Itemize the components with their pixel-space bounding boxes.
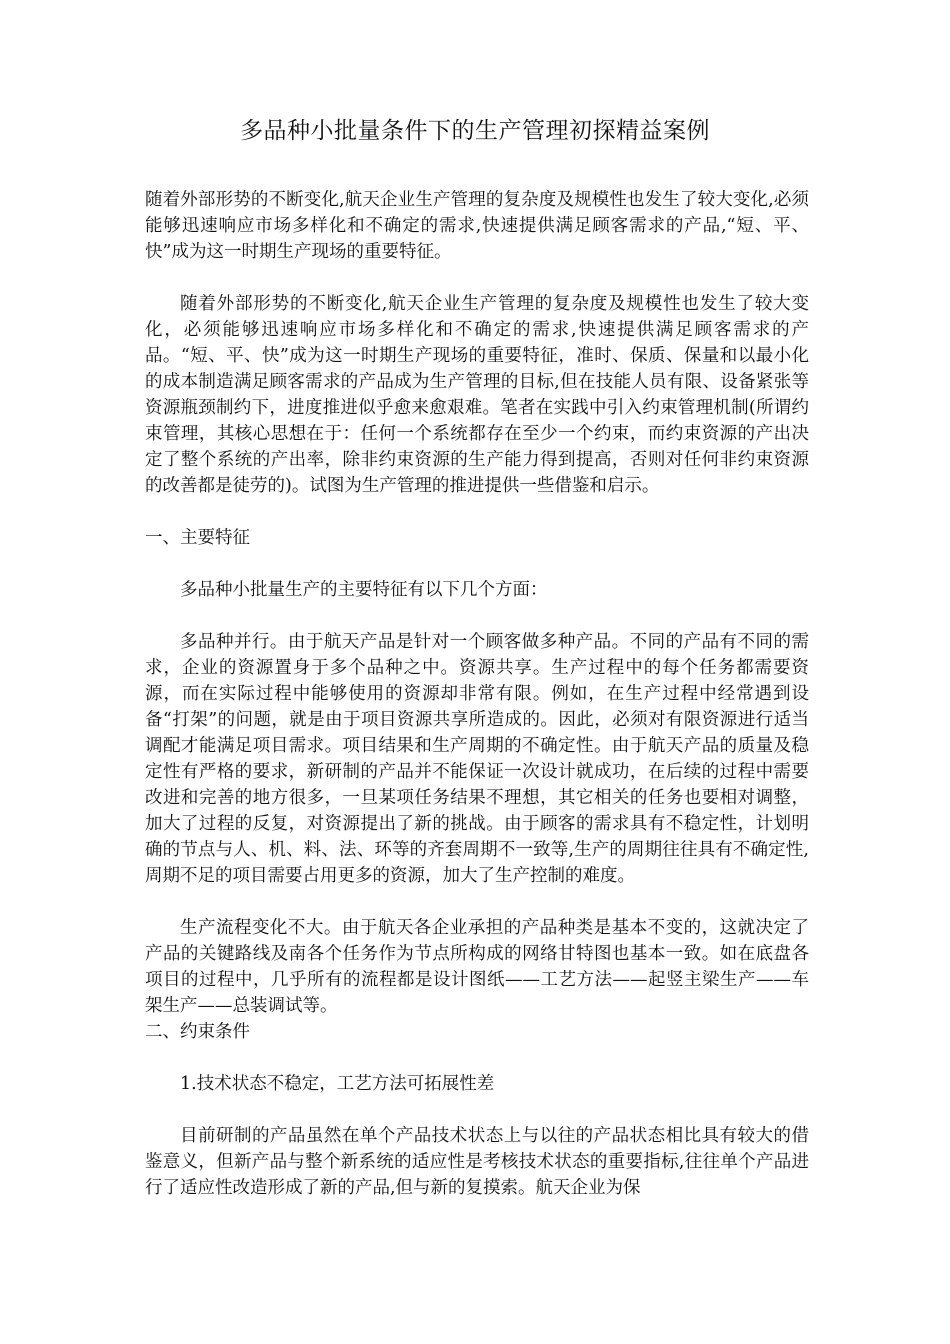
section-heading-main-features: 一、主要特征: [145, 528, 250, 548]
paragraph-process-stable: 生产流程变化不大。由于航天各企业承担的产品种类是基本不变的，这就决定了产品的关键路线及南各个任务作为节点所构成的网络甘特图也基本一致。如在底盘各项目的过程中，几乎所有的流程都是设计图纸——工艺方法——起竖主梁生产——车架生产——总装调试等。: [145, 918, 809, 1016]
paragraph-multi-variety: 多品种并行。由于航天产品是针对一个顾客做多种产品。不同的产品有不同的需求，企业的资源置身于多个品种之中。资源共享。生产过程中的每个任务都需要资源，而在实际过程中能够使用的资源却非常有限。例如，在生产过程中经常遇到设备“打架”的问题，就是由于项目资源共享所造成的。因此，必须对有限资源进行适当调配才能满足项目需求。项目结果和生产周期的不确定性。由于航天产品的质量及稳定性有严格的要求，新研制的产品并不能保证一次设计就成功，在后续的过程中需要改进和完善的地方很多，一旦某项任务结果不理想，其它相关的任务也要相对调整，加大了过程的反复，对资源提出了新的挑战。由于顾客的需求具有不稳定性，计划明确的节点与人、机、料、法、环等的齐套周期不一致等,生产的周期往往具有不确定性,周期不足的项目需要占用更多的资源，加大了生产控制的难度。: [145, 632, 809, 886]
document-body: [145, 187, 809, 1201]
paragraph-technical-state: 目前研制的产品虽然在单个产品技术状态上与以往的产品状态相比具有较大的借鉴意义，但新产品与整个新系统的适应性是考核技术状态的重要指标,往往单个产品进行了适应性改造形成了新的产品,但与新的复摸索。航天企业为保: [145, 1126, 809, 1198]
paragraph-background: 随着外部形势的不断变化,航天企业生产管理的复杂度及规模性也发生了较大变化，必须能够迅速响应市场多样化和不确定的需求,快速提供满足顾客需求的产品。“短、平、快”成为这一时期生产现场的重要特征，准时、保质、保量和以最小化的成本制造满足顾客需求的产品成为生产管理的目标,但在技能人员有限、设备紧张等资源瓶颈制约下，进度推进似乎愈来愈艰难。笔者在实践中引入约束管理机制(所谓约束管理，其核心思想在于：任何一个系统都存在至少一个约束，而约束资源的产出决定了整个系统的产出率，除非约束资源的生产能力得到提高，否则对任何非约束资源的改善都是徒劳的)。试图为生产管理的推进提供一些借鉴和启示。: [145, 294, 809, 496]
section-heading-constraints: 二、约束条件: [145, 1022, 250, 1042]
section-lead-paragraph: 多品种小批量生产的主要特征有以下几个方面：: [180, 580, 548, 600]
intro-paragraph: 随着外部形势的不断变化,航天企业生产管理的复杂度及规模性也发生了较大变化,必须能够迅速响应市场多样化和不确定的需求,快速提供满足顾客需求的产品,“短、平、快”成为这一时期生产现场的重要特征。: [145, 190, 809, 262]
document-title: 多品种小批量条件下的生产管理初探精益案例: [240, 118, 710, 144]
subsection-heading-technical-state: 1.技术状态不稳定，工艺方法可拓展性差: [180, 1074, 495, 1094]
